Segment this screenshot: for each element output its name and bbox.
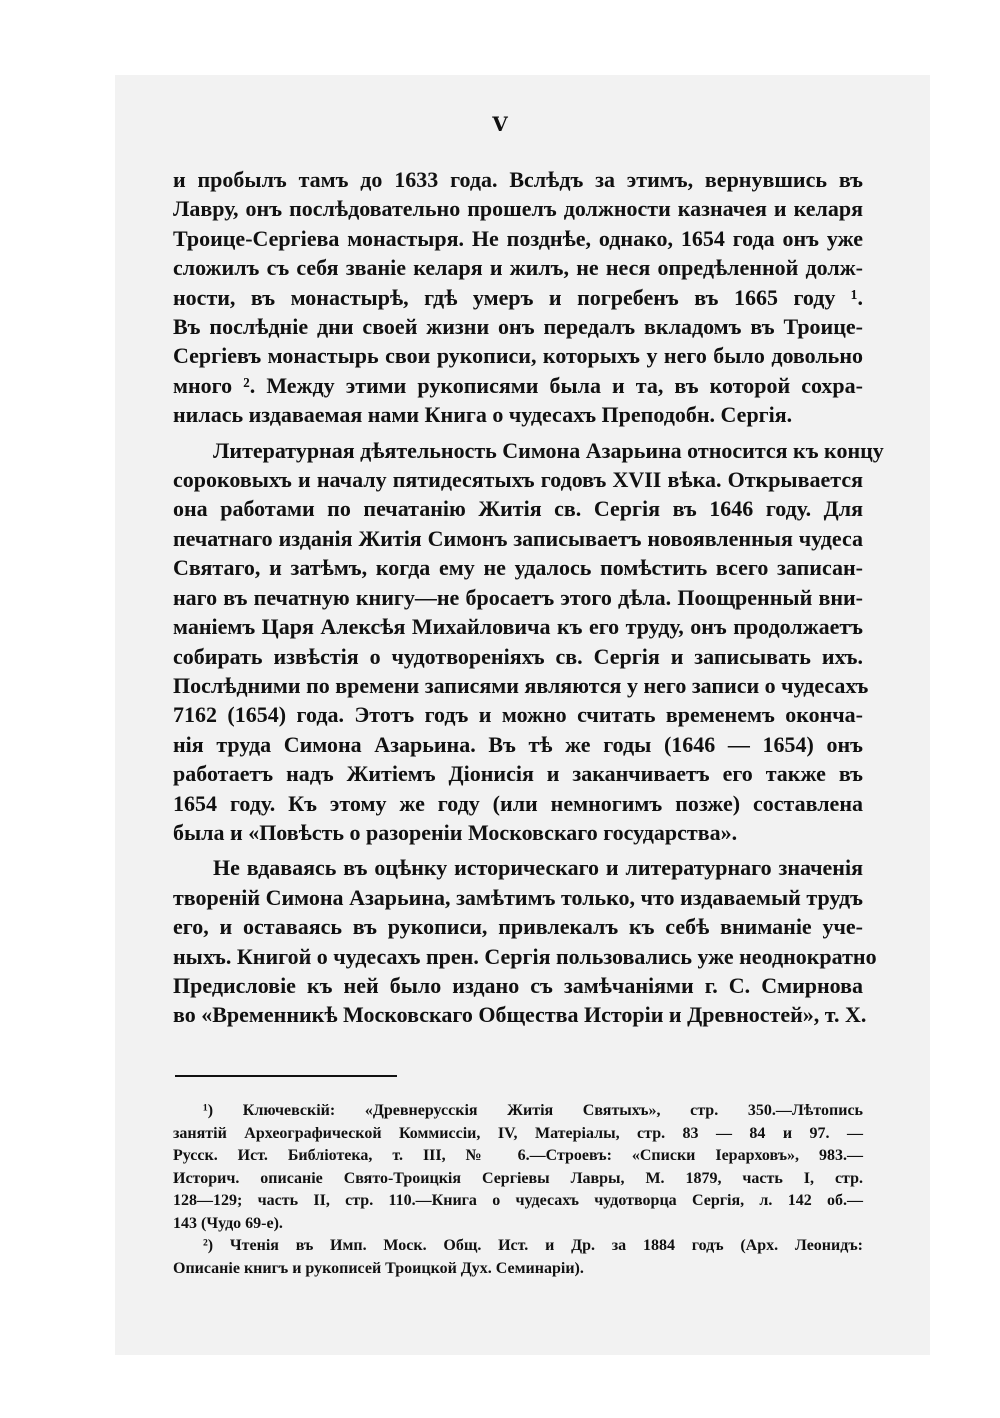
text-line: Лавру, онъ послѣдовательно прошелъ должности казначея и келаря bbox=[173, 196, 863, 222]
footnote-line: Историч. описаніе Свято-Троицкія Сергіевы Лавры, М. 1879, часть I, стр. bbox=[173, 1169, 863, 1187]
text-line: работаетъ надъ Житіемъ Діонисія и заканчиваетъ его также въ bbox=[173, 761, 863, 787]
footnote-line: 143 (Чудо 69-е). bbox=[173, 1214, 283, 1232]
paragraph bbox=[173, 165, 863, 430]
text-line: его, и оставаясь въ рукописи, привлекалъ къ себѣ вниманіе уче- bbox=[173, 914, 863, 940]
footnote-line: ¹) Ключевскій: «Древнерусскія Житія Святыхъ», стр. 350.—Лѣтопись bbox=[203, 1102, 863, 1119]
text-line: наго въ печатную книгу—не бросаетъ этого дѣла. Поощренный вни- bbox=[173, 584, 863, 610]
footnote bbox=[173, 1100, 863, 1235]
text-line: Послѣдними по времени записями являются у него записи о чудесахъ bbox=[173, 672, 869, 698]
text-line: собирать извѣстія о чудотвореніяхъ св. Сергія и записывать ихъ. bbox=[173, 643, 863, 669]
text-line: сложилъ съ себя званіе келаря и жилъ, не неся опредѣленной долж- bbox=[173, 255, 863, 281]
text-line: Святаго, и затѣмъ, когда ему не удалось помѣстить всего записан- bbox=[173, 555, 863, 581]
text-line: нилась издаваемая нами Книга о чудесахъ Преподобн. Сергія. bbox=[173, 402, 793, 428]
text-line: печатнаго изданія Житія Симонъ записываетъ новоявленныя чудеса bbox=[173, 525, 863, 551]
page-number: V bbox=[492, 112, 508, 136]
text-line: Предисловіе къ ней было издано съ замѣчаніями г. С. Смирнова bbox=[173, 972, 863, 998]
main-text bbox=[173, 165, 884, 1030]
text-line: ности, въ монастырѣ, гдѣ умеръ и погребенъ въ 1665 году ¹. bbox=[173, 284, 863, 310]
footnote-line: 128—129; часть II, стр. 110.—Книга о чудесахъ чудотворца Сергія, л. 142 об.— bbox=[173, 1192, 863, 1209]
text-line: и пробылъ тамъ до 1633 года. Вслѣдъ за этимъ, вернувшись въ bbox=[173, 167, 863, 192]
footnote-line: занятій Археографической Коммиссіи, IV, Матеріалы, стр. 83 — 84 и 97. — bbox=[173, 1124, 863, 1142]
text-line: 1654 году. Къ этому же году (или немногимъ позже) составлена bbox=[173, 790, 863, 816]
text-line: Не вдаваясь въ оцѣнку историческаго и литературнаго значенія bbox=[213, 855, 863, 881]
text-line: маніемъ Царя Алексѣя Михайловича къ его труду, онъ продолжаетъ bbox=[173, 614, 863, 640]
paragraph bbox=[173, 853, 877, 1029]
footnote-divider bbox=[175, 1075, 397, 1077]
text-line: Троице-Сергіева монастыря. Не позднѣе, однако, 1654 года онъ уже bbox=[173, 225, 863, 251]
text-line: во «Временникѣ Московскаго Общества Исторіи и Древностей», т. X. bbox=[173, 1002, 867, 1028]
text-line: она работами по печатанію Житія св. Сергія въ 1646 году. Для bbox=[173, 496, 863, 522]
footnotes bbox=[173, 1100, 863, 1280]
text-line: сороковыхъ и началу пятидесятыхъ годовъ XVII вѣка. Открывается bbox=[173, 467, 863, 493]
text-line: нія труда Симона Азарьина. Въ тѣ же годы (1646 — 1654) онъ bbox=[173, 731, 863, 757]
text-line: Въ послѣдніе дни своей жизни онъ передалъ вкладомъ въ Троице- bbox=[173, 314, 863, 340]
text-line: ныхъ. Книгой о чудесахъ прен. Сергія пользовались уже неоднократно bbox=[173, 943, 877, 969]
footnote-line: Русск. Ист. Библіотека, т. III, № 6.—Строевъ: «Списки Іерарховъ», 983.— bbox=[173, 1147, 863, 1164]
text-line: Литературная дѣятельность Симона Азарьина относится къ концу bbox=[213, 437, 884, 463]
footnote bbox=[173, 1235, 863, 1280]
paragraph bbox=[173, 436, 884, 848]
footnote-line: Описаніе книгъ и рукописей Троицкой Дух. Семинаріи). bbox=[173, 1259, 584, 1277]
text-line: 7162 (1654) года. Этотъ годъ и можно считать временемъ оконча- bbox=[173, 702, 863, 728]
text-line: Сергіевъ монастырь свои рукописи, которыхъ у него было довольно bbox=[173, 343, 863, 369]
text-line: твореній Симона Азарьина, замѣтимъ только, что издаваемый трудъ bbox=[173, 884, 863, 910]
text-line: была и «Повѣсть о разореніи Московскаго государства». bbox=[173, 819, 738, 845]
text-line: много ². Между этими рукописями была и та, въ которой сохра- bbox=[173, 372, 863, 398]
footnote-line: ²) Чтенія въ Имп. Моск. Общ. Ист. и Др. за 1884 годъ (Арх. Леонидъ: bbox=[203, 1237, 863, 1254]
